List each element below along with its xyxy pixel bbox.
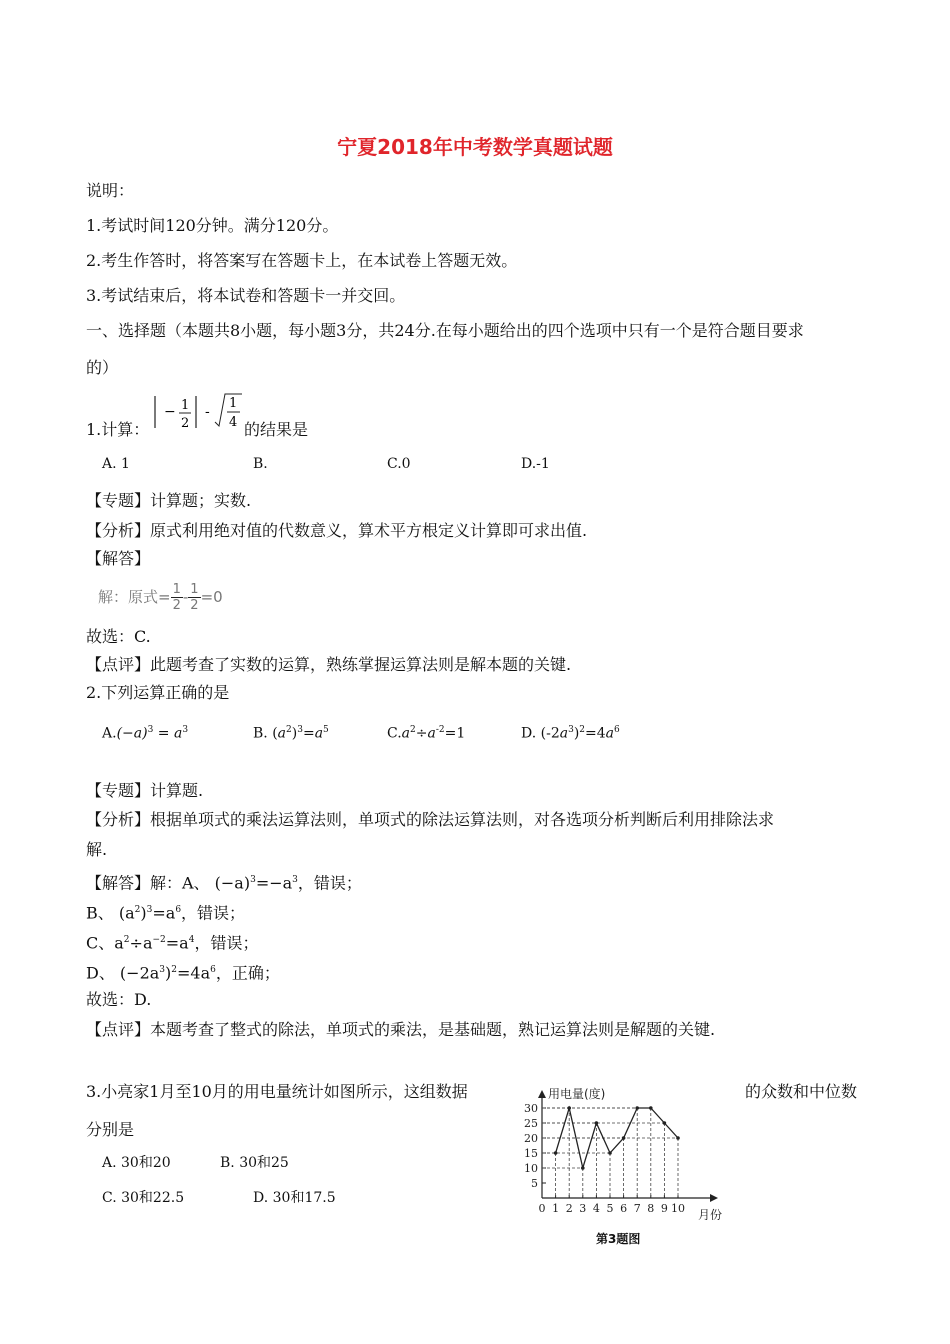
x-tick-label: 6: [620, 1202, 628, 1215]
q2-analysis: 【分析】根据单项式的乘法运算法则，单项式的除法运算法则，对各选项分析判断后利用排除法求: [86, 810, 775, 829]
q1-choice: 故选：C.: [86, 627, 151, 646]
svg-text:−: −: [164, 404, 176, 420]
data-point: [676, 1136, 680, 1140]
q1-analysis: 【分析】原式利用绝对值的代数意义，算术平方根定义计算即可求出值.: [86, 521, 588, 540]
q1-formula-svg: [152, 392, 244, 440]
q2-verdict-b: ，错误；: [181, 903, 246, 923]
data-point: [635, 1106, 639, 1110]
q1-topic: 【专题】计算题；实数.: [86, 491, 252, 510]
instructions-heading: 说明：: [86, 181, 135, 200]
q2-verdict-a: ，错误；: [297, 873, 362, 893]
q3-stem-cont: 分别是: [86, 1120, 135, 1139]
q3-stem: 3.小亮家1月至10月的用电量统计如图所示，这组数据: [86, 1082, 468, 1101]
instruction-item: 1.考试时间120分钟。满分120分。: [86, 216, 339, 235]
q1-option-b: B.: [253, 456, 268, 472]
q2-verdict-c: ，错误；: [194, 933, 259, 953]
q2-answer-c: C、$a^2\div a^{-2}=a^4$，错误；: [86, 933, 259, 953]
q2-option-a: $A.(-a)^3 = a^3$: [102, 725, 189, 742]
fraction-half: $\frac{1}{2}$: [172, 582, 181, 613]
data-point: [649, 1106, 653, 1110]
q2-analysis-cont: 解.: [86, 840, 108, 859]
q2-option-c: $C.a^2\div a^{-2}=1$: [387, 725, 466, 742]
svg-text:1: 1: [181, 398, 190, 413]
q2-comment: 【点评】本题考查了整式的除法，单项式的乘法，是基础题，熟记运算法则是解题的关键.: [86, 1020, 716, 1039]
instruction-item: 3.考试结束后，将本试卷和答题卡一并交回。: [86, 286, 406, 305]
q2-choice: 故选：D.: [86, 990, 152, 1009]
q1-suffix: 的结果是: [244, 420, 309, 439]
y-tick-label: 30: [524, 1102, 538, 1115]
q2-answer-b: B、 $(a^2)^3=a^6$，错误；: [86, 903, 246, 923]
x-tick-label: 7: [633, 1202, 641, 1215]
q3-stem-right: 的众数和中位数: [745, 1082, 858, 1101]
q2-answer-a-label: 【解答】解：A、: [86, 873, 210, 893]
y-axis-arrow: [538, 1090, 546, 1098]
q2-option-b: B. $(a^2)^3=a^5$: [253, 725, 329, 742]
x-tick-label: 10: [671, 1202, 685, 1215]
q1-option-c: C.0: [387, 456, 411, 472]
data-point: [595, 1121, 599, 1125]
svg-text:1: 1: [229, 396, 238, 411]
chart-x-label: 月份: [698, 1208, 723, 1222]
q1-solution: 解：原式= $\frac{1}{2}$ - $\frac{1}{2}$ =0: [98, 582, 223, 613]
section-heading: 一、选择题（本题共8小题，每小题3分，共24分.在每小题给出的四个选项中只有一个是符合题目要求: [86, 321, 804, 340]
svg-text:4: 4: [229, 415, 238, 430]
q2-answer-a: 【解答】解：A、 $(-a)^3=-a^3$，错误；: [86, 873, 362, 893]
q3-option-d: D. 30和17.5: [253, 1190, 336, 1206]
x-tick-label: 9: [660, 1202, 668, 1215]
fraction-half: $\frac{1}{2}$: [190, 582, 199, 613]
q1-option-a: A. 1: [102, 456, 130, 472]
q2-verdict-d: ，正确；: [215, 963, 280, 983]
section-heading-cont: 的）: [86, 358, 119, 377]
y-tick-label: 15: [524, 1147, 538, 1160]
q1-formula: [152, 392, 244, 444]
q3-option-c: C. 30和22.5: [102, 1190, 185, 1206]
data-point: [622, 1136, 626, 1140]
data-point: [608, 1151, 612, 1155]
x-tick-label: 3: [579, 1202, 587, 1215]
x-tick-label: 2: [565, 1202, 573, 1215]
x-tick-label: 4: [592, 1202, 600, 1215]
x-tick-label: 5: [606, 1202, 614, 1215]
data-point: [581, 1166, 585, 1170]
figure-caption: 第3题图: [596, 1232, 641, 1246]
x-tick-label: 1: [552, 1202, 560, 1215]
y-tick-label: 20: [524, 1132, 538, 1145]
q3-option-a: A. 30和20: [102, 1155, 171, 1171]
data-point: [554, 1151, 558, 1155]
q3-option-b: B. 30和25: [220, 1155, 289, 1171]
q1-option-d: D.-1: [521, 456, 550, 472]
y-tick-label: 10: [524, 1162, 538, 1175]
svg-text:-: -: [205, 404, 210, 420]
x-axis-arrow: [710, 1194, 718, 1202]
page-title: 宁夏2018年中考数学真题试题: [337, 135, 613, 159]
instruction-item: 2.考生作答时，将答案写在答题卡上，在本试卷上答题无效。: [86, 251, 518, 270]
q1-solution-prefix: 解：原式=: [98, 588, 171, 606]
q1-prefix: 1.计算：: [86, 420, 150, 439]
x-tick-label: 8: [647, 1202, 655, 1215]
q1-answer-label: 【解答】: [86, 549, 151, 568]
y-tick-label: 5: [531, 1177, 538, 1190]
chart-title: 用电量(度): [548, 1087, 606, 1101]
svg-text:2: 2: [181, 416, 190, 431]
q2-topic: 【专题】计算题.: [86, 781, 204, 800]
q2-stem: 2.下列运算正确的是: [86, 683, 230, 702]
q1-comment: 【点评】此题考查了实数的运算，熟练掌握运算法则是解本题的关键.: [86, 655, 572, 674]
x-tick-label: 0: [538, 1202, 546, 1215]
data-point: [663, 1121, 667, 1125]
y-tick-label: 25: [524, 1117, 538, 1130]
q2-answer-d: D、 $(-2a^3)^2=4a^6$，正确；: [86, 963, 280, 983]
data-point: [567, 1106, 571, 1110]
electricity-chart: [520, 1084, 740, 1224]
q2-option-d: D. $(-2a^3)^2=4a^6$: [521, 725, 620, 742]
